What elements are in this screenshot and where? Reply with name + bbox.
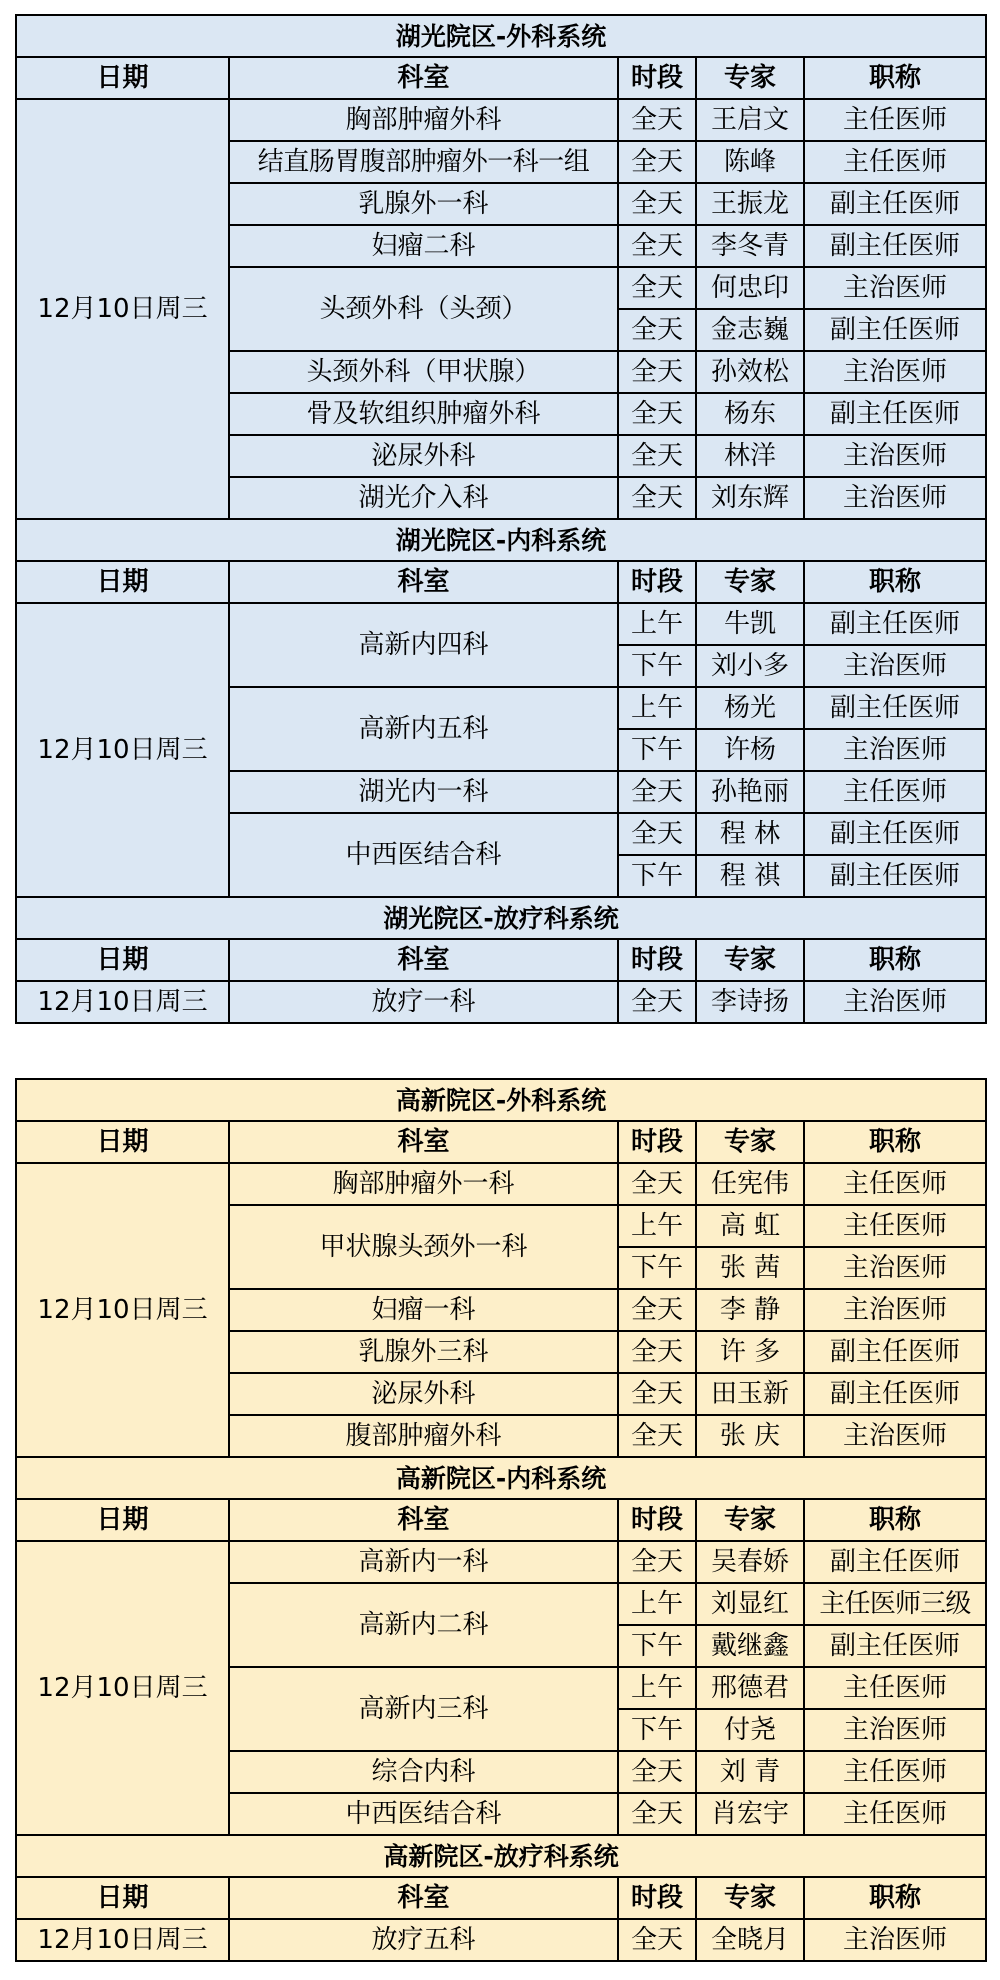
title-cell: 副主任医师 xyxy=(804,1373,986,1415)
expert-cell: 程 祺 xyxy=(696,855,804,897)
title-cell: 主治医师 xyxy=(804,267,986,309)
col-header-date: 日期 xyxy=(16,939,229,981)
period-cell: 全天 xyxy=(618,1793,696,1835)
title-cell: 副主任医师 xyxy=(804,183,986,225)
dept-cell: 结直肠胃腹部肿瘤外一科一组 xyxy=(229,141,618,183)
dept-cell: 综合内科 xyxy=(229,1751,618,1793)
dept-cell: 中西医结合科 xyxy=(229,1793,618,1835)
expert-cell: 许 多 xyxy=(696,1331,804,1373)
col-header-title: 职称 xyxy=(804,1121,986,1163)
period-cell: 全天 xyxy=(618,981,696,1023)
col-header-expert: 专家 xyxy=(696,561,804,603)
expert-cell: 戴继鑫 xyxy=(696,1625,804,1667)
expert-cell: 杨光 xyxy=(696,687,804,729)
section-title: 高新院区-内科系统 xyxy=(16,1457,986,1499)
expert-cell: 刘 青 xyxy=(696,1751,804,1793)
expert-cell: 孙艳丽 xyxy=(696,771,804,813)
period-cell: 全天 xyxy=(618,813,696,855)
section-header-row xyxy=(16,897,986,939)
col-header-dept: 科室 xyxy=(229,561,618,603)
expert-cell: 杨东 xyxy=(696,393,804,435)
col-header-expert: 专家 xyxy=(696,939,804,981)
expert-cell: 张 茜 xyxy=(696,1247,804,1289)
title-cell: 主治医师 xyxy=(804,435,986,477)
col-header-title: 职称 xyxy=(804,939,986,981)
dept-cell: 高新内四科 xyxy=(229,603,618,687)
title-cell: 主治医师 xyxy=(804,1919,986,1961)
section-title: 湖光院区-放疗科系统 xyxy=(16,897,986,939)
dept-cell: 高新内二科 xyxy=(229,1583,618,1667)
col-header-title: 职称 xyxy=(804,561,986,603)
expert-cell: 全晓月 xyxy=(696,1919,804,1961)
period-cell: 全天 xyxy=(618,1751,696,1793)
title-cell: 主治医师 xyxy=(804,1709,986,1751)
expert-cell: 刘东辉 xyxy=(696,477,804,519)
period-cell: 全天 xyxy=(618,1541,696,1583)
expert-cell: 付尧 xyxy=(696,1709,804,1751)
expert-cell: 肖宏宇 xyxy=(696,1793,804,1835)
period-cell: 全天 xyxy=(618,1919,696,1961)
period-cell: 上午 xyxy=(618,1583,696,1625)
period-cell: 上午 xyxy=(618,603,696,645)
expert-cell: 何忠印 xyxy=(696,267,804,309)
period-cell: 全天 xyxy=(618,141,696,183)
period-cell: 全天 xyxy=(618,183,696,225)
expert-cell: 程 林 xyxy=(696,813,804,855)
period-cell: 下午 xyxy=(618,729,696,771)
col-header-expert: 专家 xyxy=(696,57,804,99)
title-cell: 主治医师 xyxy=(804,729,986,771)
expert-cell: 陈峰 xyxy=(696,141,804,183)
col-header-title: 职称 xyxy=(804,57,986,99)
col-header-period: 时段 xyxy=(618,57,696,99)
col-header-date: 日期 xyxy=(16,57,229,99)
period-cell: 全天 xyxy=(618,477,696,519)
column-header-row xyxy=(16,1121,986,1163)
col-header-title: 职称 xyxy=(804,1499,986,1541)
title-cell: 主治医师 xyxy=(804,1247,986,1289)
title-cell: 副主任医师 xyxy=(804,813,986,855)
expert-cell: 刘显红 xyxy=(696,1583,804,1625)
col-header-dept: 科室 xyxy=(229,57,618,99)
table-row xyxy=(16,981,986,1023)
section-header-row xyxy=(16,15,986,57)
dept-cell: 骨及软组织肿瘤外科 xyxy=(229,393,618,435)
dept-cell: 胸部肿瘤外科 xyxy=(229,99,618,141)
title-cell: 主任医师 xyxy=(804,1793,986,1835)
section-title: 湖光院区-外科系统 xyxy=(16,15,986,57)
col-header-dept: 科室 xyxy=(229,1121,618,1163)
period-cell: 上午 xyxy=(618,1205,696,1247)
period-cell: 上午 xyxy=(618,1667,696,1709)
date-cell: 12月10日周三 xyxy=(16,1541,229,1835)
col-header-date: 日期 xyxy=(16,1499,229,1541)
title-cell: 主任医师三级 xyxy=(804,1583,986,1625)
date-cell: 12月10日周三 xyxy=(16,1163,229,1457)
column-header-row xyxy=(16,57,986,99)
period-cell: 全天 xyxy=(618,225,696,267)
title-cell: 主任医师 xyxy=(804,141,986,183)
col-header-title: 职称 xyxy=(804,1877,986,1919)
section-header-row xyxy=(16,1457,986,1499)
dept-cell: 泌尿外科 xyxy=(229,435,618,477)
dept-cell: 湖光内一科 xyxy=(229,771,618,813)
period-cell: 全天 xyxy=(618,309,696,351)
table-huguang-campus xyxy=(15,14,987,1024)
table-row xyxy=(16,1541,986,1583)
title-cell: 副主任医师 xyxy=(804,393,986,435)
period-cell: 全天 xyxy=(618,771,696,813)
date-cell: 12月10日周三 xyxy=(16,603,229,897)
period-cell: 全天 xyxy=(618,435,696,477)
expert-cell: 高 虹 xyxy=(696,1205,804,1247)
expert-cell: 金志巍 xyxy=(696,309,804,351)
col-header-expert: 专家 xyxy=(696,1877,804,1919)
dept-cell: 乳腺外三科 xyxy=(229,1331,618,1373)
column-header-row xyxy=(16,1877,986,1919)
expert-cell: 李 静 xyxy=(696,1289,804,1331)
title-cell: 副主任医师 xyxy=(804,855,986,897)
period-cell: 下午 xyxy=(618,1625,696,1667)
period-cell: 全天 xyxy=(618,1373,696,1415)
section-header-row xyxy=(16,519,986,561)
expert-cell: 牛凯 xyxy=(696,603,804,645)
period-cell: 全天 xyxy=(618,1289,696,1331)
title-cell: 主治医师 xyxy=(804,477,986,519)
expert-cell: 吴春娇 xyxy=(696,1541,804,1583)
col-header-period: 时段 xyxy=(618,939,696,981)
dept-cell: 头颈外科（甲状腺） xyxy=(229,351,618,393)
expert-cell: 王振龙 xyxy=(696,183,804,225)
expert-cell: 孙效松 xyxy=(696,351,804,393)
table-row xyxy=(16,1919,986,1961)
date-cell: 12月10日周三 xyxy=(16,1919,229,1961)
col-header-expert: 专家 xyxy=(696,1499,804,1541)
expert-cell: 李诗扬 xyxy=(696,981,804,1023)
dept-cell: 泌尿外科 xyxy=(229,1373,618,1415)
expert-cell: 张 庆 xyxy=(696,1415,804,1457)
title-cell: 副主任医师 xyxy=(804,1625,986,1667)
dept-cell: 放疗五科 xyxy=(229,1919,618,1961)
expert-cell: 李冬青 xyxy=(696,225,804,267)
section-title: 高新院区-放疗科系统 xyxy=(16,1835,986,1877)
title-cell: 副主任医师 xyxy=(804,687,986,729)
date-cell: 12月10日周三 xyxy=(16,99,229,519)
period-cell: 下午 xyxy=(618,645,696,687)
table-row xyxy=(16,603,986,645)
col-header-date: 日期 xyxy=(16,1121,229,1163)
expert-cell: 邢德君 xyxy=(696,1667,804,1709)
title-cell: 副主任医师 xyxy=(804,309,986,351)
title-cell: 主任医师 xyxy=(804,1751,986,1793)
table-gaoxin-campus xyxy=(15,1078,987,1962)
dept-cell: 高新内一科 xyxy=(229,1541,618,1583)
period-cell: 全天 xyxy=(618,267,696,309)
title-cell: 主治医师 xyxy=(804,981,986,1023)
dept-cell: 头颈外科（头颈） xyxy=(229,267,618,351)
table-row xyxy=(16,1163,986,1205)
col-header-period: 时段 xyxy=(618,1121,696,1163)
col-header-date: 日期 xyxy=(16,561,229,603)
period-cell: 全天 xyxy=(618,99,696,141)
col-header-dept: 科室 xyxy=(229,939,618,981)
dept-cell: 乳腺外一科 xyxy=(229,183,618,225)
expert-cell: 许杨 xyxy=(696,729,804,771)
section-header-row xyxy=(16,1835,986,1877)
period-cell: 上午 xyxy=(618,687,696,729)
section-title: 湖光院区-内科系统 xyxy=(16,519,986,561)
date-cell: 12月10日周三 xyxy=(16,981,229,1023)
title-cell: 副主任医师 xyxy=(804,1541,986,1583)
expert-cell: 刘小多 xyxy=(696,645,804,687)
period-cell: 全天 xyxy=(618,1163,696,1205)
expert-cell: 林洋 xyxy=(696,435,804,477)
title-cell: 主任医师 xyxy=(804,1163,986,1205)
title-cell: 主治医师 xyxy=(804,351,986,393)
dept-cell: 放疗一科 xyxy=(229,981,618,1023)
col-header-period: 时段 xyxy=(618,561,696,603)
dept-cell: 高新内三科 xyxy=(229,1667,618,1751)
title-cell: 主任医师 xyxy=(804,1667,986,1709)
dept-cell: 妇瘤二科 xyxy=(229,225,618,267)
col-header-date: 日期 xyxy=(16,1877,229,1919)
expert-cell: 王启文 xyxy=(696,99,804,141)
title-cell: 主任医师 xyxy=(804,1205,986,1247)
column-header-row xyxy=(16,939,986,981)
col-header-period: 时段 xyxy=(618,1877,696,1919)
period-cell: 全天 xyxy=(618,1331,696,1373)
col-header-period: 时段 xyxy=(618,1499,696,1541)
period-cell: 下午 xyxy=(618,855,696,897)
period-cell: 全天 xyxy=(618,393,696,435)
period-cell: 下午 xyxy=(618,1709,696,1751)
dept-cell: 妇瘤一科 xyxy=(229,1289,618,1331)
column-header-row xyxy=(16,561,986,603)
col-header-expert: 专家 xyxy=(696,1121,804,1163)
dept-cell: 胸部肿瘤外一科 xyxy=(229,1163,618,1205)
col-header-dept: 科室 xyxy=(229,1499,618,1541)
title-cell: 主治医师 xyxy=(804,1415,986,1457)
dept-cell: 中西医结合科 xyxy=(229,813,618,897)
dept-cell: 湖光介入科 xyxy=(229,477,618,519)
dept-cell: 甲状腺头颈外一科 xyxy=(229,1205,618,1289)
title-cell: 副主任医师 xyxy=(804,1331,986,1373)
period-cell: 全天 xyxy=(618,1415,696,1457)
title-cell: 主任医师 xyxy=(804,99,986,141)
title-cell: 主治医师 xyxy=(804,645,986,687)
title-cell: 副主任医师 xyxy=(804,603,986,645)
title-cell: 副主任医师 xyxy=(804,225,986,267)
title-cell: 主治医师 xyxy=(804,1289,986,1331)
dept-cell: 高新内五科 xyxy=(229,687,618,771)
table-row xyxy=(16,99,986,141)
expert-cell: 任宪伟 xyxy=(696,1163,804,1205)
dept-cell: 腹部肿瘤外科 xyxy=(229,1415,618,1457)
expert-cell: 田玉新 xyxy=(696,1373,804,1415)
section-title: 高新院区-外科系统 xyxy=(16,1079,986,1121)
section-header-row xyxy=(16,1079,986,1121)
column-header-row xyxy=(16,1499,986,1541)
col-header-dept: 科室 xyxy=(229,1877,618,1919)
title-cell: 主任医师 xyxy=(804,771,986,813)
period-cell: 下午 xyxy=(618,1247,696,1289)
period-cell: 全天 xyxy=(618,351,696,393)
